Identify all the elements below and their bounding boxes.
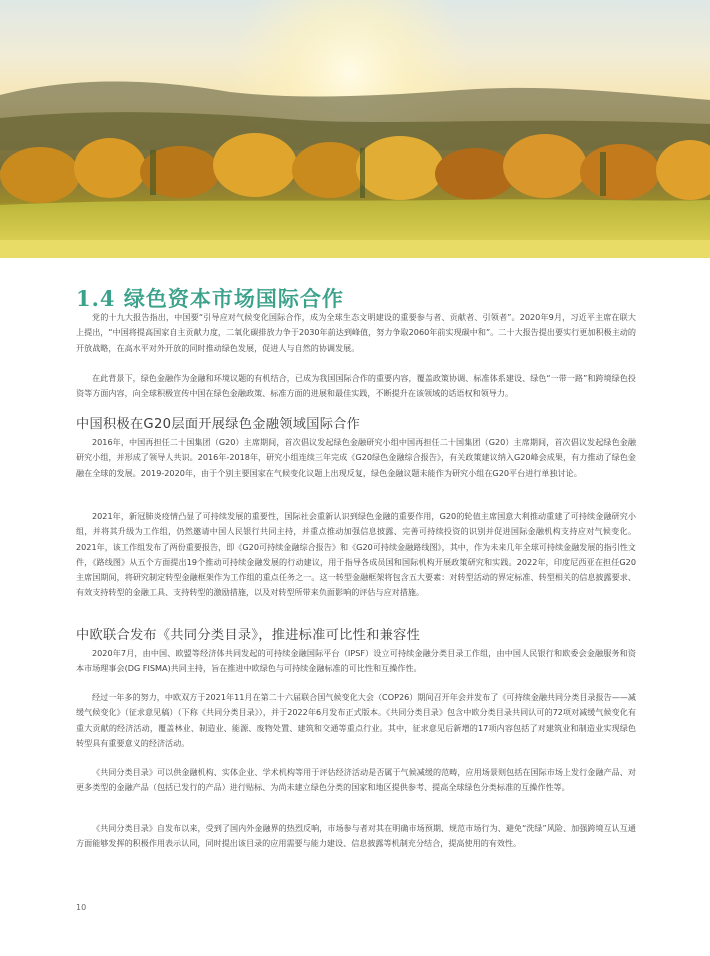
- g20-paragraph-2: 2021年，新冠肺炎疫情凸显了可持续发展的重要性，国际社会重新认识到绿色金融的重要作用，G20的轮值主席国意大利推动重建了可持续金融研究小组，并将其升级为工作组，仍然邀请中国人民银行共同主持，并重点推动加强信息披露、完善可持续投资的识别并促进国际金融机构支持应对气候变化。2021年，该工作组发布了两份重要报告，即《G20可持续金融综合报告》和《G20可持续金融路线图》，其中，作为未来几年全球可持续金融发展的指引性文件，《路线图》从五个方面提出19个推动可持续金融发展的行动建议，用于指导各成员国和国际机构开展政策研究和实践。2022年，印度尼西亚在担任G20主席国期间，将研究制定转型金融框架作为工作组的重点任务之一。这一转型金融框架将包含五大要素：对转型活动的界定标准、转型相关的信息披露要求、有效支持转型的金融工具、支持转型的激励措施，以及对转型所带来负面影响的评估与应对措施。: [76, 511, 636, 598]
- cge-paragraph-2: 经过一年多的努力，中欧双方于2021年11月在第二十六届联合国气候变化大会（COP26）期间召开年会并发布了《可持续金融共同分类目录报告——减缓气候变化》（征求意见稿）（下称《共同分类目录》），并于2022年6月发布正式版本。《共同分类目录》包含中欧分类目录共同认可的72项对减缓气候变化有重大贡献的经济活动，覆盖林业、制造业、能源、废物处置、建筑和交通等重点行业。其中，征求意见后新增的17项内容包括了对建筑业和制造业实现绿色转型具有重要意义的经济活动。: [76, 692, 636, 748]
- intro-paragraph-1: 党的十九大报告指出，中国要“引导应对气候变化国际合作，成为全球生态文明建设的重要参与者、贡献者、引领者”。2020年9月，习近平主席在联大上提出，“中国将提高国家自主贡献力度，二氧化碳排放力争于2030年前达到峰值，努力争取2060年前实现碳中和”。二十大报告提出要实行更加积极主动的开放战略，在高水平对外开放的同时推动绿色发展，促进人与自然的协调发展。: [76, 312, 636, 353]
- landscape-photo: [0, 0, 710, 258]
- section-title: 1.4 绿色资本市场国际合作: [76, 286, 344, 311]
- cge-paragraph-3: 《共同分类目录》可以供金融机构、实体企业、学术机构等用于评估经济活动是否属于气候减缓的范畴，应用场景则包括在国际市场上发行金融产品、对更多类型的金融产品（包括已发行的产品）进行贴标、为尚未建立绿色分类的国家和地区提供参考、提高全球绿色分类标准的互操作性等。: [76, 767, 636, 793]
- cge-paragraph-1: 2020年7月，由中国、欧盟等经济体共同发起的可持续金融国际平台（IPSF）设立可持续金融分类目录工作组，由中国人民银行和欧委会金融服务和资本市场理事会(DG FISMA)共同主持，旨在推进中欧绿色与可持续金融标准的可比性和互操作性。: [76, 648, 636, 674]
- cge-heading: 中欧联合发布《共同分类目录》，推进标准可比性和兼容性: [76, 628, 421, 643]
- hero-landscape-image: [0, 0, 710, 258]
- g20-paragraph-1: 2016年，中国再担任二十国集团（G20）主席期间，首次倡议发起绿色金融研究小组中国再担任二十国集团（G20）主席期间，首次倡议发起绿色金融研究小组，并形成了领导人共识。2016年-2018年，研究小组连续三年完成《G20绿色金融综合报告》，有关政策建议纳入G20峰会成果，有力推动了绿色金融在全球的发展。2019-2020年，由于个别主要国家在气候变化议题上出现反复，绿色金融议题未能作为研究小组在G20平台进行单独讨论。: [76, 437, 636, 478]
- page-number: 10: [76, 903, 87, 912]
- cge-paragraph-4: 《共同分类目录》自发布以来，受到了国内外金融界的热烈反响，市场参与者对其在明确市场预期、规范市场行为、避免“洗绿”风险、加强跨境互认互通方面能够发挥的积极作用表示认同，同时提出该目录的应用需要与能力建设、信息披露等机制充分结合，提高使用的有效性。: [76, 823, 636, 849]
- g20-heading: 中国积极在G20层面开展绿色金融领域国际合作: [76, 417, 361, 432]
- intro-paragraph-2: 在此背景下，绿色金融作为金融和环境议题的有机结合，已成为我国国际合作的重要内容，覆盖政策协调、标准体系建设、绿色“一带一路”和跨境绿色投资等方面内容，向全球积极宣传中国在绿色金融政策、标准方面的进展和最佳实践，不断提升在该领域的话语权和领导力。: [76, 373, 636, 399]
